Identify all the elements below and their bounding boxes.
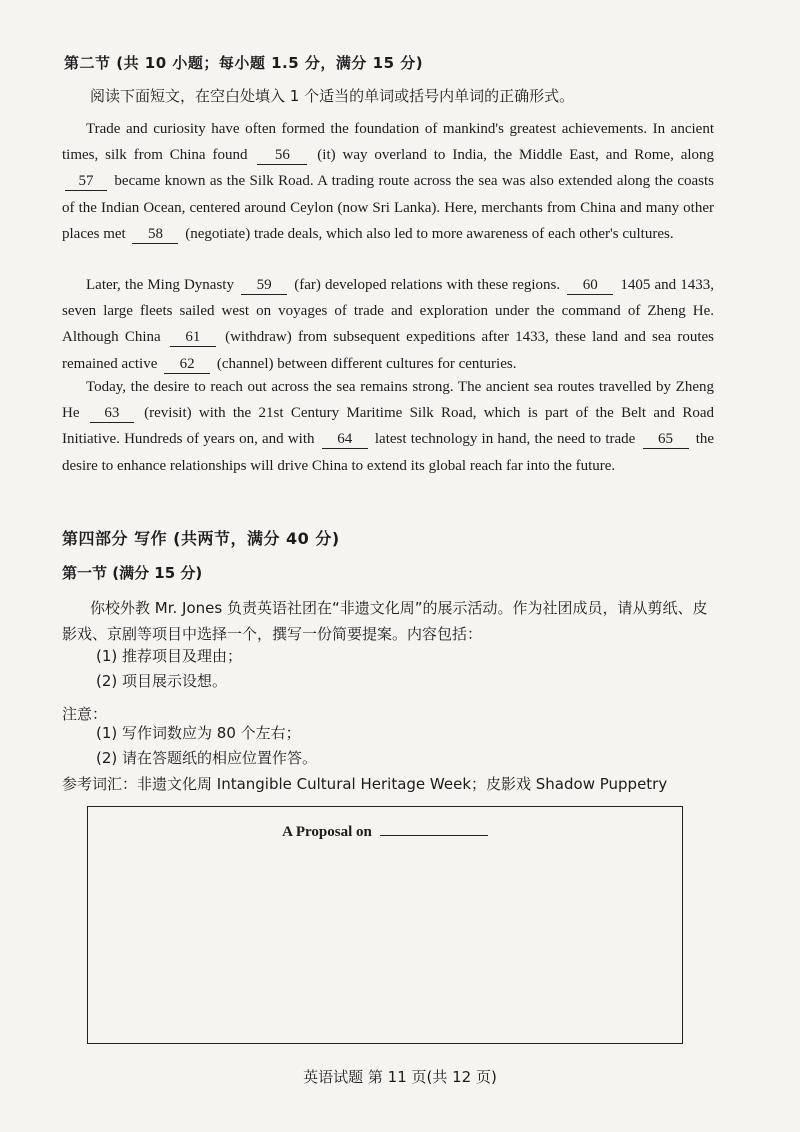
blank-62: 62: [164, 355, 210, 374]
passage-paragraph-1: Trade and curiosity have often formed the foundation of mankind's greatest achievements. In ancient times, silk from China found 56 (it) way overland to India, the Middle East, and Rome, along 57 became known as the Silk Road. A trading route across the sea was also extended along the coasts of the Indian Ocean, centered around Ceylon (now Sri Lanka). Here, merchants from China and many other places met 58 (negotiate) trade deals, which also led to more awareness of each other's cultures.: [62, 121, 715, 242]
blank-56: 56: [257, 146, 307, 165]
reference-vocabulary: 参考词汇：非遗文化周 Intangible Cultural Heritage Week；皮影戏 Shadow Puppetry: [62, 775, 668, 793]
blank-64: 64: [322, 430, 368, 449]
section-heading: 第二节 (共 10 小题；每小题 1.5 分，满分 15 分): [64, 54, 424, 72]
note-item-1: (1) 写作词数应为 80 个左右；: [96, 724, 301, 742]
content-item-1: (1) 推荐项目及理由；: [96, 647, 243, 665]
writing-prompt: 你校外教 Mr. Jones 负责英语社团在“非遗文化周”的展示活动。作为社团成员，请从剪纸、皮影戏、京剧等项目中选择一个，撰写一份简要提案。内容包括：: [62, 599, 708, 643]
note-item-2: (2) 请在答题纸的相应位置作答。: [96, 749, 318, 767]
content-item-2: (2) 项目展示设想。: [96, 672, 228, 690]
passage-paragraph-2: Later, the Ming Dynasty 59 (far) developed relations with these regions. 60 1405 and 1433, seven large fleets sailed west on voyages of trade and exploration under the command of Zheng He. Although China 61 (withdraw) from subsequent expeditions after 1433, these land and sea routes remained active 62 (channel) between different cultures for centuries.: [62, 277, 715, 372]
blank-59: 59: [241, 276, 287, 295]
answer-box[interactable]: [87, 806, 683, 1044]
blank-61: 61: [170, 328, 216, 347]
blank-57: 57: [65, 172, 107, 191]
proposal-title: A Proposal on: [88, 821, 682, 841]
blank-58: 58: [132, 225, 178, 244]
title-blank-line[interactable]: [380, 821, 488, 836]
note-label: 注意：: [62, 705, 108, 723]
blank-63: 63: [90, 404, 134, 423]
section-instruction: 阅读下面短文，在空白处填入 1 个适当的单词或括号内单词的正确形式。: [90, 87, 575, 105]
page-footer: 英语试题 第 11 页(共 12 页): [303, 1068, 497, 1086]
blank-65: 65: [643, 430, 689, 449]
blank-60: 60: [567, 276, 613, 295]
part4-title: 第四部分 写作 (共两节，满分 40 分): [62, 529, 340, 548]
section1-title: 第一节 (满分 15 分): [62, 564, 203, 582]
passage-paragraph-3: Today, the desire to reach out across the sea remains strong. The ancient sea routes travelled by Zheng He 63 (revisit) with the 21st Century Maritime Silk Road, which is part of the Belt and Road Initiative. Hundreds of years on, and with 64 latest technology in hand, the need to trade 65 the desire to enhance relationships will drive China to extend its global reach far into the future.: [62, 379, 715, 474]
